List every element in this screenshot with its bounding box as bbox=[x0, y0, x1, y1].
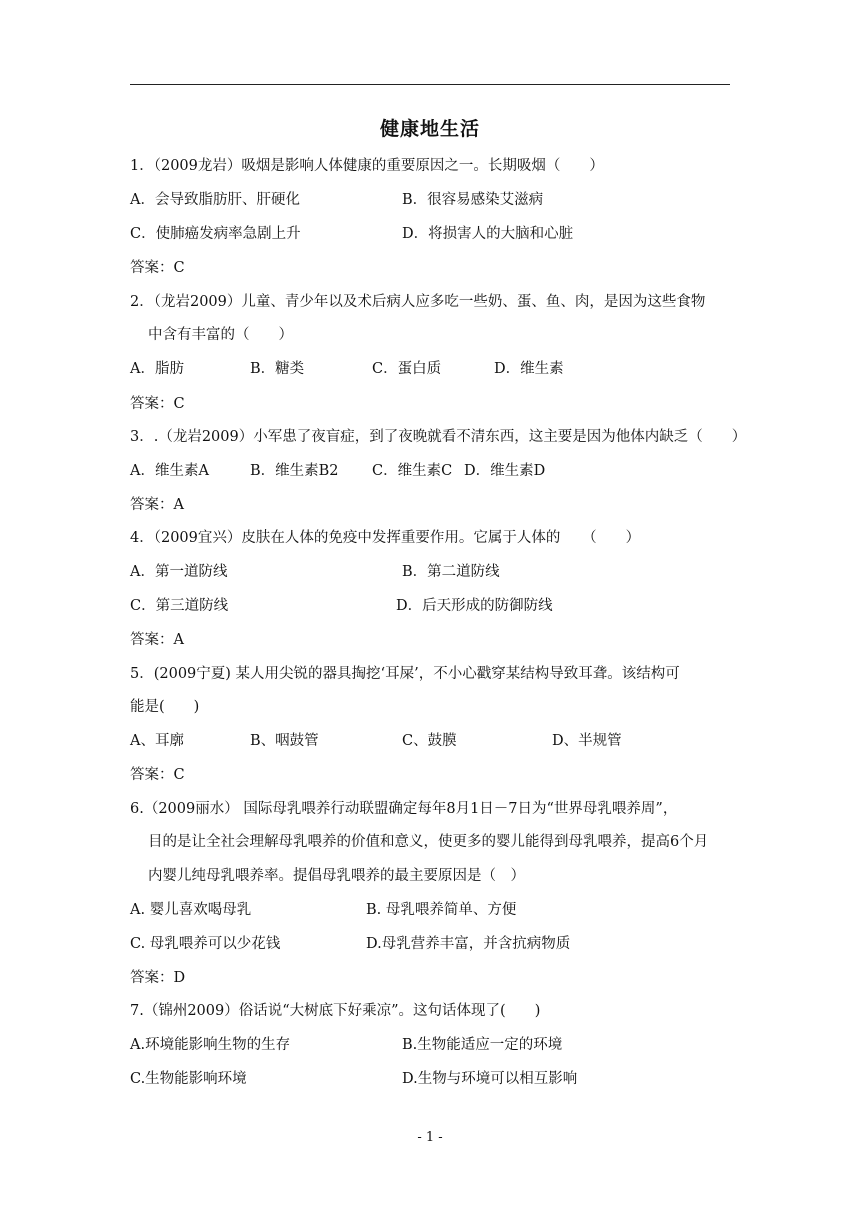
question-6-option-d: D.母乳营养丰富，并含抗病物质 bbox=[366, 936, 571, 952]
question-1-option-c: C．使肺癌发病率急剧上升 bbox=[130, 226, 301, 242]
question-5-option-d: D、半规管 bbox=[552, 733, 622, 749]
question-1-option-a: A．会导致脂肪肝、肝硬化 bbox=[130, 192, 300, 208]
question-7-text: 7.（锦州2009）俗话说“大树底下好乘凉”。这句话体现了( ) bbox=[130, 1003, 541, 1019]
question-1-option-d: D．将损害人的大脑和心脏 bbox=[402, 226, 574, 242]
header-rule bbox=[130, 84, 730, 85]
question-6-text-cont-2: 内婴儿纯母乳喂养率。提倡母乳喂养的最主要原因是（ ） bbox=[148, 868, 525, 884]
question-4-answer: 答案：A bbox=[130, 632, 184, 648]
question-3-text: 3．.（龙岩2009）小军患了夜盲症，到了夜晚就看不清东西，这主要是因为他体内缺乏（ ） bbox=[130, 429, 747, 445]
question-3-option-c: C．维生素C bbox=[372, 463, 453, 479]
question-2-answer: 答案：C bbox=[130, 396, 185, 412]
question-7-option-d: D.生物与环境可以相互影响 bbox=[402, 1071, 578, 1087]
question-4-option-c: C．第三道防线 bbox=[130, 598, 229, 614]
question-3-option-b: B．维生素B2 bbox=[250, 463, 339, 479]
question-4-option-a: A．第一道防线 bbox=[130, 564, 228, 580]
question-6-option-c: C. 母乳喂养可以少花钱 bbox=[130, 936, 281, 952]
question-5-answer: 答案：C bbox=[130, 767, 185, 783]
question-7-option-c: C.生物能影响环境 bbox=[130, 1071, 247, 1087]
question-2-option-d: D．维生素 bbox=[494, 361, 564, 377]
question-2-text-cont: 中含有丰富的（ ） bbox=[148, 327, 293, 343]
question-1-answer: 答案：C bbox=[130, 260, 185, 276]
question-6-text: 6.（2009丽水） 国际母乳喂养行动联盟确定每年8月1日－7日为“世界母乳喂养周”， bbox=[130, 801, 678, 817]
question-4-option-b: B．第二道防线 bbox=[402, 564, 500, 580]
question-4-text: 4．（2009宜兴）皮肤在人体的免疫中发挥重要作用。它属于人体的 （ ） bbox=[130, 530, 641, 546]
question-3-answer: 答案：A bbox=[130, 497, 184, 513]
question-6-option-b: B. 母乳喂养简单、方便 bbox=[366, 902, 517, 918]
question-4-option-d: D．后天形成的防御防线 bbox=[396, 598, 553, 614]
question-3-option-a: A．维生素A bbox=[130, 463, 209, 479]
question-7-option-a: A.环境能影响生物的生存 bbox=[130, 1037, 291, 1053]
page-number: - 1 - bbox=[417, 1130, 443, 1145]
question-5-option-a: A、耳廓 bbox=[130, 733, 184, 749]
question-5-text-cont: 能是( ) bbox=[130, 699, 200, 715]
question-1-option-b: B．很容易感染艾滋病 bbox=[402, 192, 544, 208]
question-6-text-cont-1: 目的是让全社会理解母乳喂养的价值和意义，使更多的婴儿能得到母乳喂养，提高6个月 bbox=[148, 834, 709, 850]
question-1-text: 1．（2009龙岩）吸烟是影响人体健康的重要原因之一。长期吸烟（ ） bbox=[130, 158, 604, 174]
question-6-answer: 答案：D bbox=[130, 970, 186, 986]
question-2-option-a: A．脂肪 bbox=[130, 361, 184, 377]
question-2-option-b: B．糖类 bbox=[250, 361, 305, 377]
question-5-text: 5．(2009宁夏) 某人用尖锐的器具掏挖‘耳屎’，不小心戳穿某结构导致耳聋。该结构可 bbox=[130, 666, 680, 682]
document-title: 健康地生活 bbox=[379, 118, 480, 140]
question-6-option-a: A. 婴儿喜欢喝母乳 bbox=[130, 902, 252, 918]
question-3-option-d: D．维生素D bbox=[464, 463, 546, 479]
question-5-option-c: C、鼓膜 bbox=[402, 733, 457, 749]
question-2-text: 2．（龙岩2009）儿童、青少年以及术后病人应多吃一些奶、蛋、鱼、肉，是因为这些食物 bbox=[130, 294, 706, 310]
question-7-option-b: B.生物能适应一定的环境 bbox=[402, 1037, 563, 1053]
question-5-option-b: B、咽鼓管 bbox=[250, 733, 319, 749]
question-2-option-c: C．蛋白质 bbox=[372, 361, 442, 377]
